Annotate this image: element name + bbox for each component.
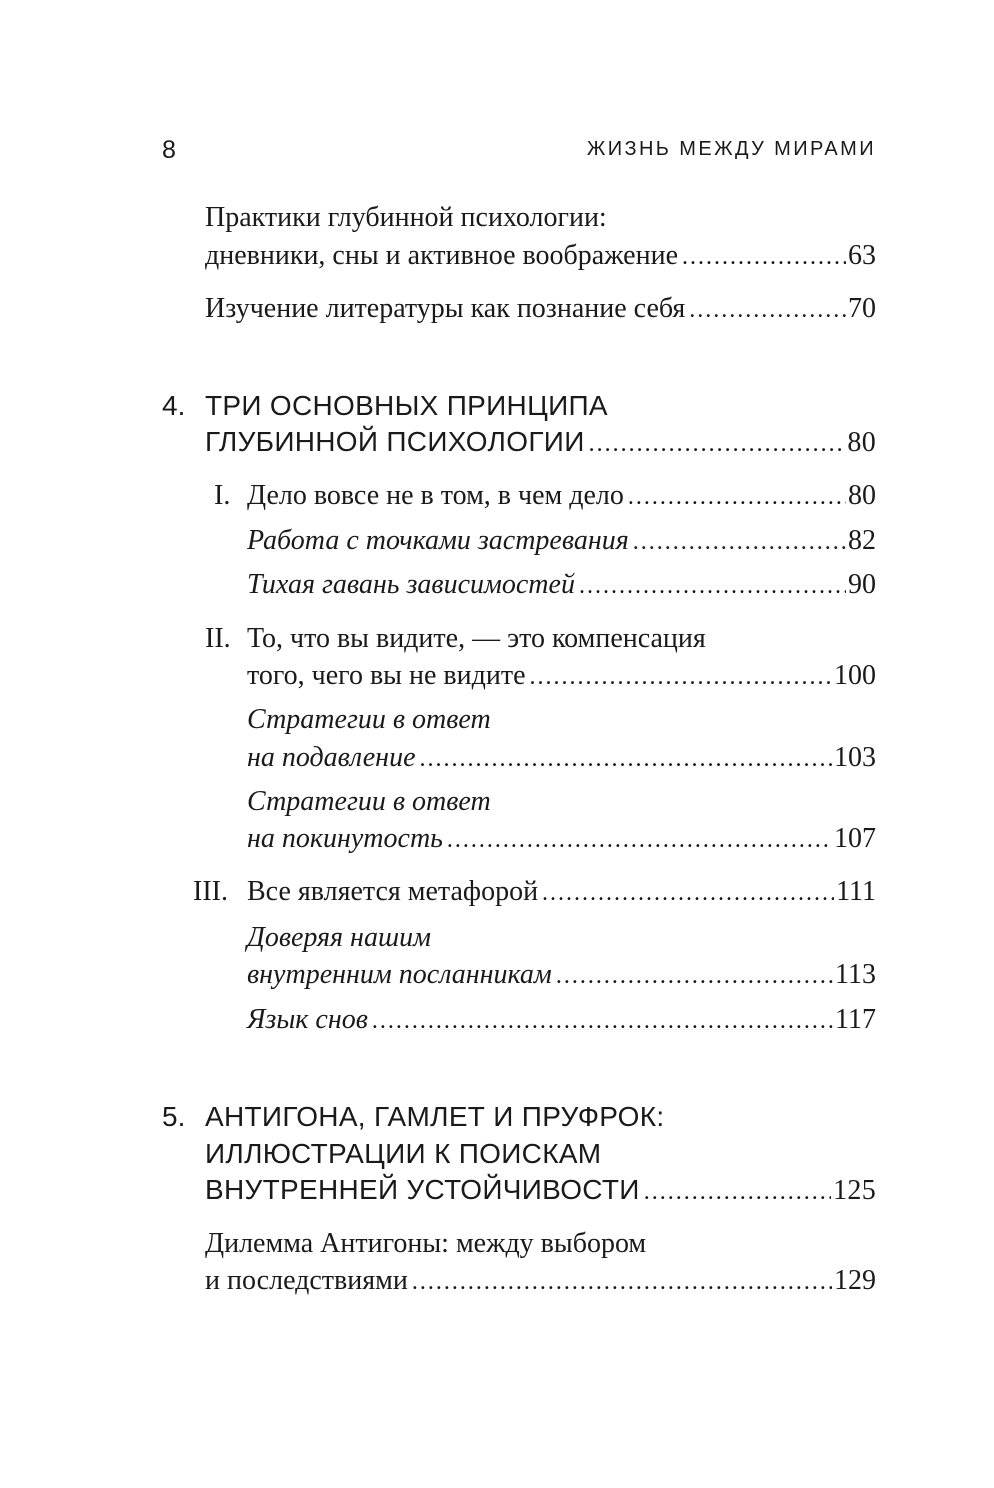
dot-leader xyxy=(530,657,833,697)
toc-subentry-line xyxy=(247,819,876,859)
toc-page-number: 129 xyxy=(834,1265,876,1296)
toc-subentry-line xyxy=(247,782,876,822)
dot-leader xyxy=(589,424,846,464)
dot-leader xyxy=(633,522,846,562)
toc-subentry-line xyxy=(247,738,876,778)
toc-entry-line xyxy=(205,198,876,238)
dot-leader xyxy=(412,1262,832,1302)
toc-entry-text: Изучение литературы как познание себя xyxy=(205,293,686,324)
dot-leader xyxy=(542,873,834,913)
toc-page-number: 125 xyxy=(833,1175,876,1206)
chapter-title-text: АНТИГОНА, ГАМЛЕТ И ПРУФРОК: xyxy=(205,1101,665,1132)
chapter-title-text: ГЛУБИННОЙ ПСИХОЛОГИИ xyxy=(205,426,585,457)
dot-leader xyxy=(682,237,846,277)
toc-page-number: 113 xyxy=(835,959,876,990)
toc-page-number: 103 xyxy=(834,742,876,773)
section-numeral: II. xyxy=(205,623,231,654)
toc-entry-text: То, что вы видите, — это компенсация xyxy=(247,623,706,654)
toc-entry-text: Дилемма Антигоны: между выбором xyxy=(205,1228,647,1259)
toc-entry-line xyxy=(205,1224,876,1264)
toc-entry-text: Практики глубинной психологии: xyxy=(205,202,607,233)
toc-entry-text: дневники, сны и активное воображение xyxy=(205,240,679,271)
chapter-number: 4. xyxy=(162,390,186,421)
chapter-title-text: ВНУТРЕННЕЙ УСТОЙЧИВОСТИ xyxy=(205,1174,640,1205)
toc-entry-text: Все является метафорой xyxy=(247,876,539,907)
toc-subentry-line xyxy=(247,700,876,740)
chapter-title-line xyxy=(205,386,876,426)
chapter-title-line xyxy=(205,1097,876,1137)
toc-page-number: 90 xyxy=(848,569,876,600)
dot-leader xyxy=(372,1001,833,1041)
toc-subentry-text: на подавление xyxy=(247,742,416,773)
dot-leader xyxy=(689,290,846,330)
dot-leader xyxy=(644,1172,831,1212)
toc-subentry-text: Стратегии в ответ xyxy=(247,786,491,817)
toc-entry-text: Дело вовсе не в том, в чем дело xyxy=(247,480,624,511)
dot-leader xyxy=(420,739,833,779)
toc-entry-text: и последствиями xyxy=(205,1265,408,1296)
toc-page-number: 80 xyxy=(848,480,876,511)
page-number: 8 xyxy=(162,136,176,164)
toc-entry-line xyxy=(247,476,876,516)
dot-leader xyxy=(447,820,832,860)
toc-entry-line xyxy=(247,619,876,659)
toc-page-number: 82 xyxy=(848,525,876,556)
toc-page-number: 100 xyxy=(834,660,876,691)
toc-page-number: 63 xyxy=(848,240,876,271)
toc-subentry-text: Работа с точками застревания xyxy=(247,525,629,556)
toc-entry-line xyxy=(205,236,876,276)
chapter-title-text: ИЛЛЮСТРАЦИИ К ПОИСКАМ xyxy=(205,1138,602,1169)
toc-entry-line xyxy=(205,289,876,329)
book-title: ЖИЗНЬ МЕЖДУ МИРАМИ xyxy=(586,138,876,160)
toc-entry-text: того, чего вы не видите xyxy=(247,660,526,691)
dot-leader xyxy=(628,477,846,517)
toc-entry-line xyxy=(247,656,876,696)
toc-subentry-text: Стратегии в ответ xyxy=(247,704,491,735)
chapter-title-line xyxy=(205,1134,876,1174)
chapter-number: 5. xyxy=(162,1101,186,1132)
toc-subentry-line xyxy=(247,1000,876,1040)
toc-page-number: 107 xyxy=(834,823,876,854)
toc-page-number: 111 xyxy=(836,876,876,907)
toc-page-number: 117 xyxy=(835,1004,876,1035)
toc-subentry-line xyxy=(247,521,876,561)
toc-subentry-text: Тихая гавань зависимостей xyxy=(247,569,575,600)
chapter-title-line xyxy=(205,422,876,462)
toc-subentry-line xyxy=(247,918,876,958)
dot-leader xyxy=(579,566,846,606)
running-head xyxy=(162,136,876,168)
chapter-title-text: ТРИ ОСНОВНЫХ ПРИНЦИПА xyxy=(205,390,608,421)
toc-page-number: 70 xyxy=(848,293,876,324)
toc-subentry-text: внутренним посланникам xyxy=(247,959,552,990)
toc-entry-line xyxy=(247,872,876,912)
toc-subentry-text: на покинутость xyxy=(247,823,443,854)
toc-subentry-text: Доверяя нашим xyxy=(247,922,431,953)
chapter-title-line xyxy=(205,1170,876,1210)
dot-leader xyxy=(556,956,833,996)
toc-page-number: 80 xyxy=(847,427,876,458)
toc-subentry-line xyxy=(247,955,876,995)
toc-subentry-text: Язык снов xyxy=(247,1004,368,1035)
toc-entry-line xyxy=(205,1261,876,1301)
toc-subentry-line xyxy=(247,565,876,605)
section-numeral: III. xyxy=(193,876,228,907)
section-numeral: I. xyxy=(214,480,231,511)
